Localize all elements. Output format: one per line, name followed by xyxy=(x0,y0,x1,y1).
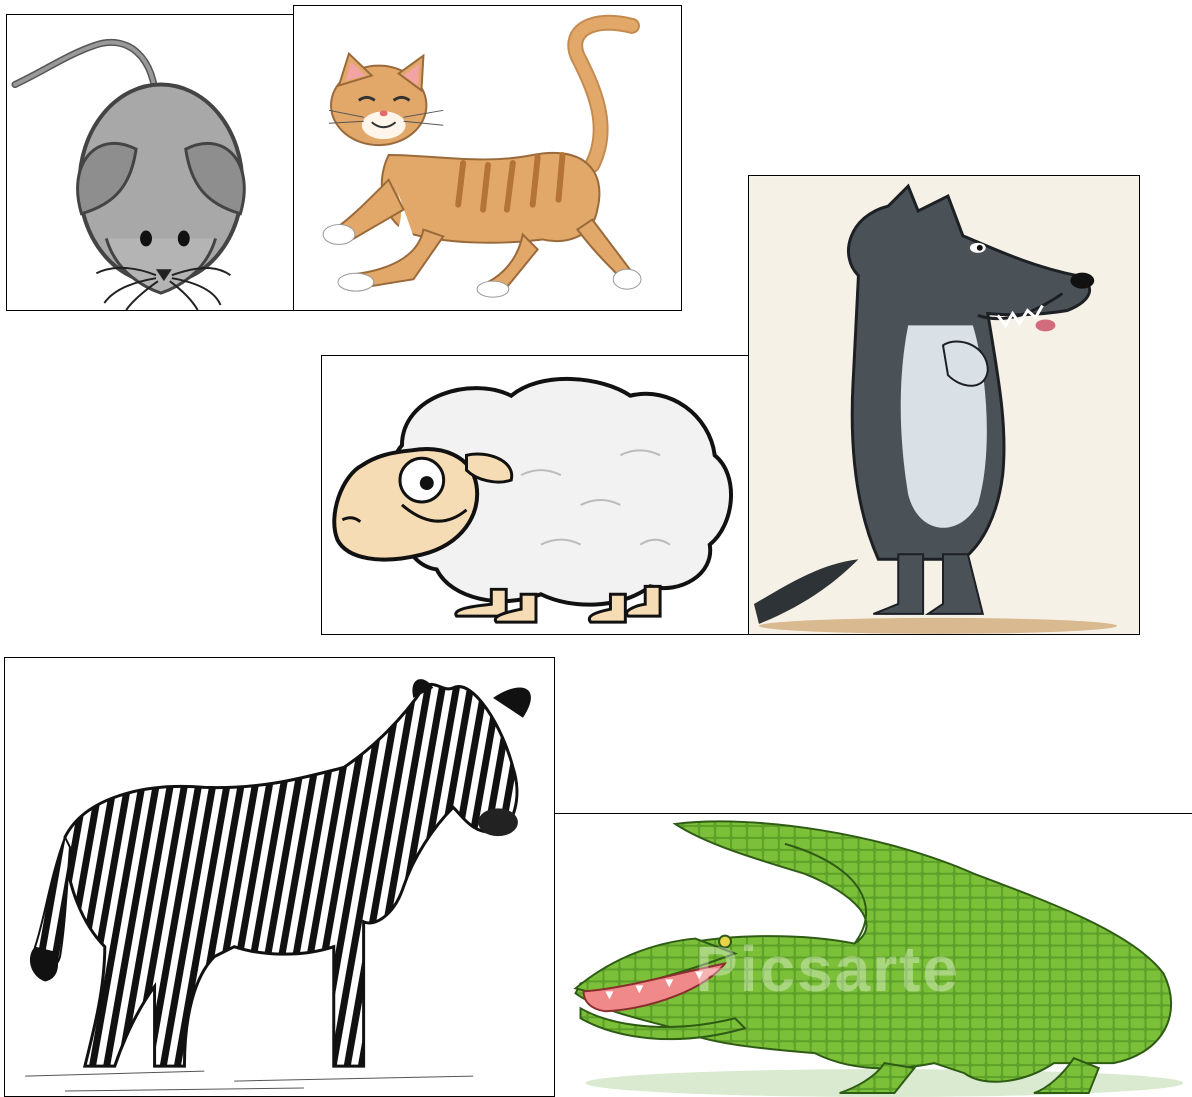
crocodile-picture xyxy=(554,813,1192,1097)
wolf-picture xyxy=(748,175,1140,635)
watermark-text: Picsarte xyxy=(695,933,961,1005)
crocodile-illustration xyxy=(555,814,1192,1097)
zebra-illustration xyxy=(5,658,554,1096)
wolf-illustration xyxy=(749,176,1139,634)
mouse-picture xyxy=(6,14,294,311)
sheep-picture xyxy=(321,355,749,635)
zebra-picture xyxy=(4,657,555,1097)
mouse-illustration xyxy=(7,15,293,310)
sheep-illustration xyxy=(322,356,748,634)
cat-illustration xyxy=(294,6,681,310)
cat-picture xyxy=(293,5,682,311)
